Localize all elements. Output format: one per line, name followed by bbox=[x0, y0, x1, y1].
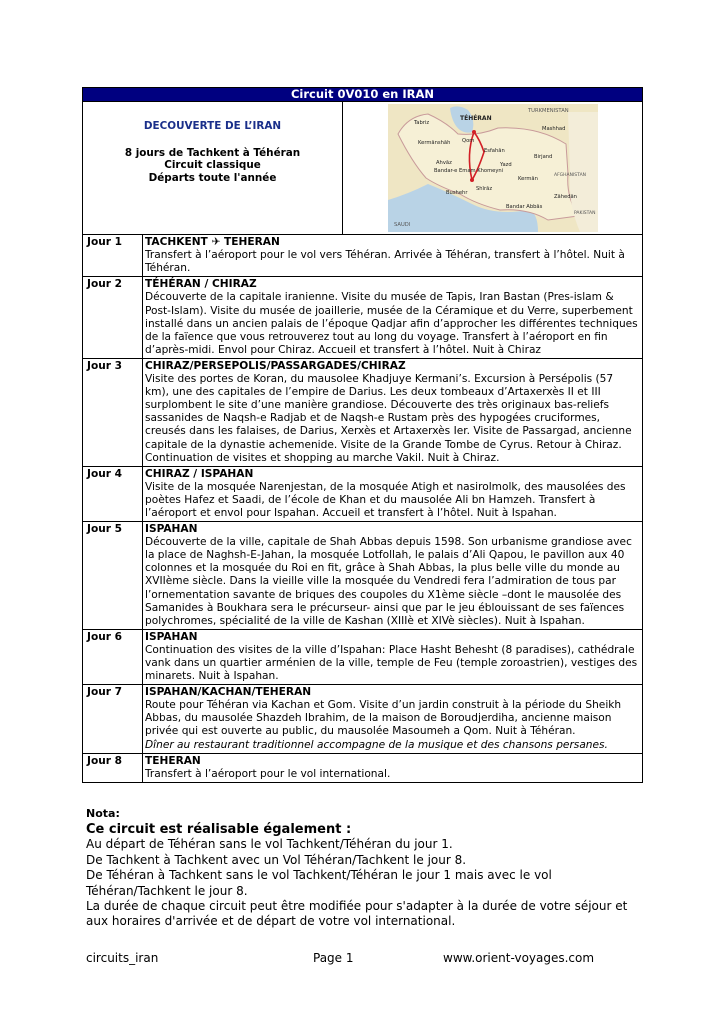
iran-route-map bbox=[388, 104, 598, 232]
map-label: Tabriz bbox=[413, 120, 429, 127]
map-label: PAKISTAN bbox=[573, 211, 595, 217]
day-text: Découverte de la capitale iranienne. Visite du musée de Tapis, Iran Bastan (Pres-islam & Post-Islam). Visite du musée de joaillerie, musée de la Céramique et du Verre, superbement installé dans un ancien palais de l’époque Qadjar afin d’approcher les différentes techniques de la faïence que vous retrouverez tout au long du voyage. Transfert à l’aéroport en fin d’après-midi. Envol pour Chiraz. Accueil et transfert à l’hôtel. Nuit à Chiraz bbox=[145, 291, 638, 356]
day-content bbox=[143, 358, 643, 466]
day-text: Visite de la mosquée Narenjestan, de la mosquée Atigh et nasirolmolk, des mausolées des poètes Hafez et Saadi, de l’école de Khan et du mausolée Ali bn Hamzeh. Transfert à l’aéroport et envol pour Ispahan. Accueil et transfert à l’hôtel. Nuit à Ispahan. bbox=[145, 480, 626, 519]
nota-section bbox=[86, 806, 646, 930]
map-label: Bandar Abbās bbox=[505, 204, 542, 211]
nota-heading: Ce circuit est réalisable également : bbox=[86, 822, 352, 838]
document-title: Circuit 0V010 en IRAN bbox=[83, 88, 643, 102]
map-label: Bandar-e Emam Khomeyni bbox=[433, 168, 503, 175]
day-title: CHIRAZ / ISPAHAN bbox=[145, 467, 254, 480]
day-label: Jour 2 bbox=[83, 277, 143, 359]
day-title: ISPAHAN/KACHAN/TEHERAN bbox=[145, 686, 312, 699]
day-content bbox=[143, 629, 643, 684]
footer-website-link[interactable]: www.orient-voyages.com bbox=[443, 951, 595, 965]
day-text: Continuation des visites de la ville d’Ispahan: Place Hasht Behesht (8 paradises), cathédrale vank dans un quartier arménien de la ville, temple de Feu (temple zoroastrien), vestiges des minarets. Nuit à Ispahan. bbox=[145, 643, 638, 683]
day-text: Transfert à l’aéroport pour le vol vers Téhéran. Arrivée à Téhéran, transfert à l’hôtel. Nuit à Téhéran. bbox=[145, 249, 625, 275]
itinerary-table bbox=[82, 87, 643, 783]
day-title: TACHKENT ✈ TEHERAN bbox=[145, 236, 280, 249]
day-title: TÉHÉRAN / CHIRAZ bbox=[145, 278, 257, 291]
day-row bbox=[83, 466, 643, 521]
day-text: Découverte de la ville, capitale de Shah Abbas depuis 1598. Son urbanisme grandiose avec la place de Naghsh-E-Jahan, la mosquée Lotfollah, le palais d’Ali Qapou, le pavillon aux 40 colonnes et la mosquée du Roi en fit, grâce à Shah Abbas, la plus belle ville du monde au XVIIème siècle. Dans la vieille ville la mosquée du Vendredi fera l’admiration de tous par l’ornementation savante de briques des coupoles du X1ème siècle –dont le mausolée des Samanides à Boukhara sera le précurseur- ainsi que par le jeu éblouissant de ses faïences polychromes, spécialité de la ville de Kashan (XIIIè et XIVè siècles). Nuit à Ispahan. bbox=[145, 536, 632, 627]
day-row bbox=[83, 522, 643, 630]
footer-filename: circuits_iran bbox=[86, 951, 159, 965]
intro-departures: Départs toute l'année bbox=[148, 171, 277, 184]
day-text: Visite des portes de Koran, du mausolee Khadjuye Kermani’s. Excursion à Persépolis (57 km), une des capitales de l’empire de Darius. Les deux tombeaux d’Artaxerxès II et III surplombent le site d’une manière grandiose. Découverte des très originaux bas-reliefs sassanides de Naqsh-e Radjab et de Naqsh-e Rustam près des hypogées cruciformes, creusés dans les falaises, de Darius, Xerxès et Artaxerxès Ier. Visite de Passargad, ancienne capitale de la dynastie achemenide. Visite de la Grande Tombe de Cyrus. Retour à Chiraz. Continuation de visites et shopping au marche Vakil. Nuit à Chiraz. bbox=[145, 373, 632, 464]
nota-label: Nota: bbox=[86, 807, 120, 820]
day-content bbox=[143, 466, 643, 521]
day-text: Transfert à l’aéroport pour le vol international. bbox=[145, 767, 391, 780]
day-label: Jour 7 bbox=[83, 685, 143, 753]
map-label: TURKMENISTAN bbox=[527, 108, 569, 115]
map-label: Qom bbox=[461, 138, 474, 145]
map-label: Ahvāz bbox=[435, 160, 452, 167]
day-title: CHIRAZ/PERSEPOLIS/PASSARGADES/CHIRAZ bbox=[145, 359, 406, 372]
day-content bbox=[143, 522, 643, 630]
day-row bbox=[83, 629, 643, 684]
intro-cell bbox=[83, 102, 343, 235]
footer-page-number: Page 1 bbox=[313, 951, 354, 965]
map-label: AFGHANISTAN bbox=[553, 173, 586, 179]
day-title: ISPAHAN bbox=[145, 523, 198, 536]
shiraz-dot bbox=[470, 178, 474, 182]
map-label: Yazd bbox=[499, 162, 512, 169]
day-content bbox=[143, 753, 643, 782]
map-label: SAUDI bbox=[393, 222, 410, 229]
day-row bbox=[83, 235, 643, 277]
tehran-dot bbox=[472, 130, 476, 134]
map-label: Kermān bbox=[517, 176, 538, 183]
map-label: TÉHÉRAN bbox=[459, 115, 492, 123]
day-label: Jour 5 bbox=[83, 522, 143, 630]
day-row bbox=[83, 277, 643, 359]
nota-line: De Téhéran à Tachkent sans le vol Tachkent/Téhéran le jour 1 mais avec le vol Téhéran/Tachkent le jour 8. bbox=[86, 868, 552, 898]
day-label: Jour 4 bbox=[83, 466, 143, 521]
day-label: Jour 3 bbox=[83, 358, 143, 466]
nota-line: Au départ de Téhéran sans le vol Tachkent/Téhéran du jour 1. bbox=[86, 837, 453, 852]
day-label: Jour 1 bbox=[83, 235, 143, 277]
intro-circuit-type: Circuit classique bbox=[164, 159, 261, 172]
day-row bbox=[83, 753, 643, 782]
map-cell bbox=[343, 102, 643, 235]
map-label: Birjand bbox=[533, 154, 552, 161]
day-note: Dîner au restaurant traditionnel accompagne de la musique et des chansons persanes. bbox=[145, 738, 608, 751]
day-content bbox=[143, 235, 643, 277]
map-label: Shīrāz bbox=[475, 186, 492, 193]
map-label: Esfahān bbox=[483, 148, 505, 155]
day-label: Jour 8 bbox=[83, 753, 143, 782]
day-row bbox=[83, 358, 643, 466]
day-text: Route pour Téhéran via Kachan et Gom. Visite d’un jardin construit à la période du Sheikh Abbas, du mausolée Shazdeh Ibrahim, de la maison de Boroudjerdiha, ancienne maison privée qui est ouverte au public, du mausolée Masoumeh a Qom. Nuit à Téhéran. bbox=[145, 699, 622, 738]
map-label: Kermānshāh bbox=[417, 140, 450, 147]
nota-line: La durée de chaque circuit peut être modifiée pour s'adapter à la durée de votre séjour et aux horaires d'arrivée et de départ de votre vol international. bbox=[86, 899, 628, 929]
intro-subtitle: DECOUVERTE DE L’IRAN bbox=[143, 120, 282, 133]
day-content bbox=[143, 685, 643, 753]
day-content bbox=[143, 277, 643, 359]
intro-duration: 8 jours de Tachkent à Téhéran bbox=[124, 146, 301, 159]
map-label: Zāhedān bbox=[553, 194, 577, 201]
day-label: Jour 6 bbox=[83, 629, 143, 684]
day-title: TEHERAN bbox=[145, 754, 201, 767]
day-title: ISPAHAN bbox=[145, 630, 198, 643]
map-label: Bushehr bbox=[445, 190, 467, 197]
map-label: Mashhad bbox=[541, 126, 565, 133]
day-row bbox=[83, 685, 643, 753]
nota-line: De Tachkent à Tachkent avec un Vol Téhéran/Tachkent le jour 8. bbox=[86, 852, 467, 867]
